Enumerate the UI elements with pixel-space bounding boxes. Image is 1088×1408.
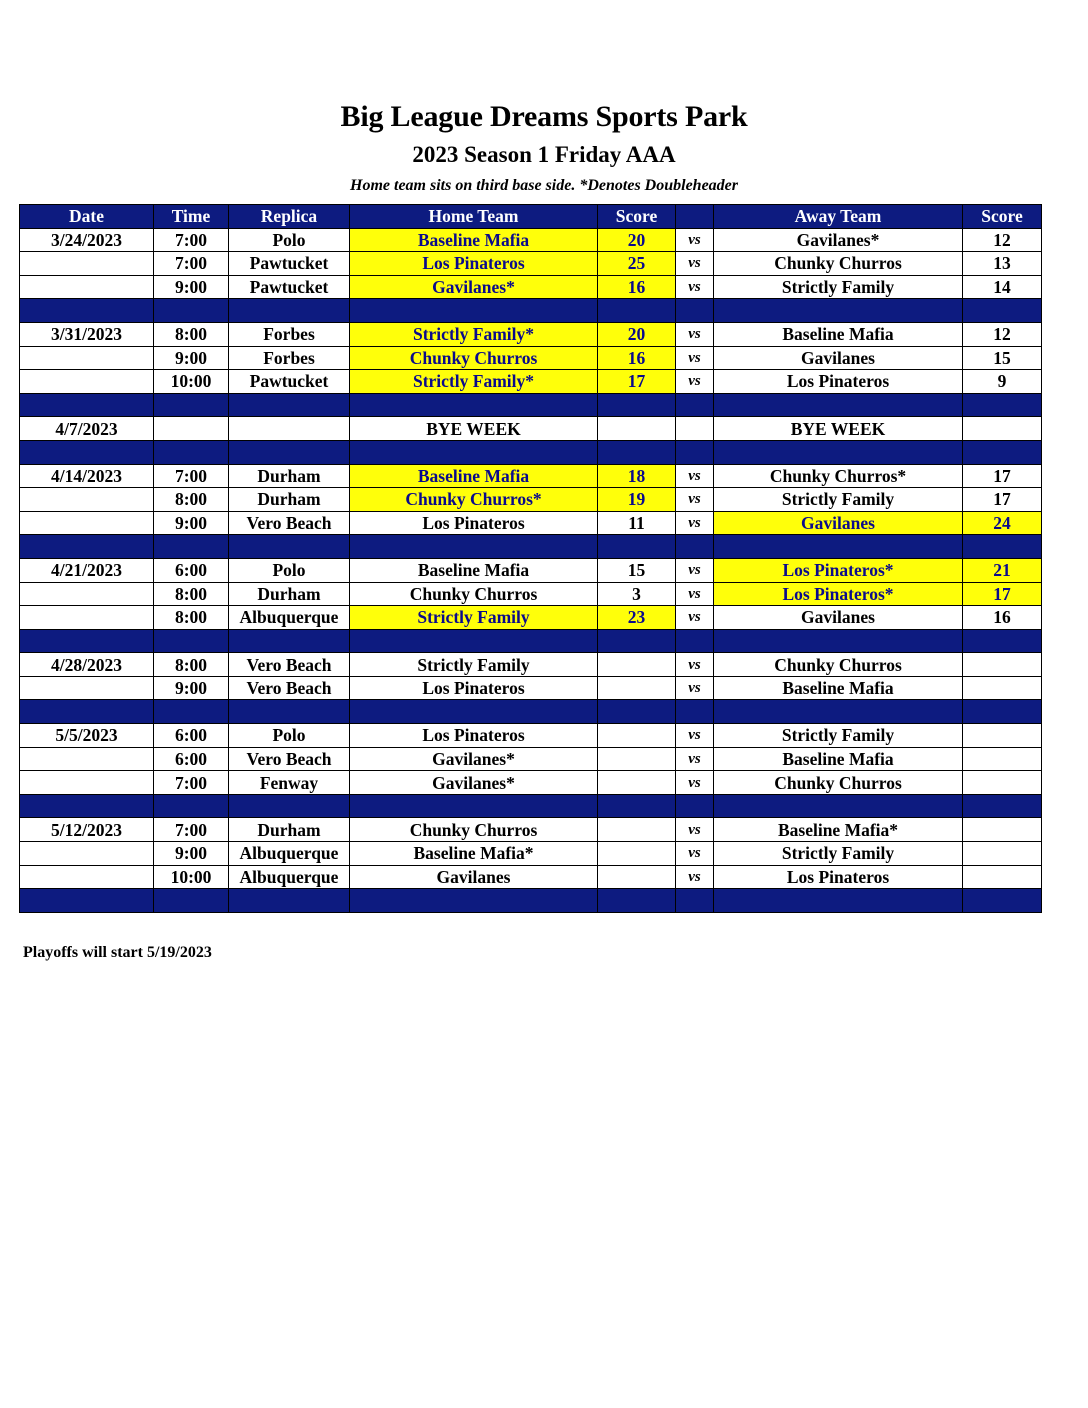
time-cell: 8:00 bbox=[154, 322, 229, 346]
home-score-cell: 20 bbox=[598, 228, 676, 252]
time-cell: 8:00 bbox=[154, 582, 229, 606]
date-cell bbox=[20, 275, 154, 299]
separator-cell bbox=[676, 393, 714, 417]
away-score-cell: 16 bbox=[963, 606, 1042, 630]
away-team-cell: Gavilanes bbox=[714, 511, 963, 535]
separator-cell bbox=[676, 889, 714, 913]
vs-cell: vs bbox=[676, 653, 714, 677]
game-row bbox=[20, 865, 1042, 889]
away-team-cell: Los Pinateros bbox=[714, 370, 963, 394]
home-team-cell: Gavilanes bbox=[350, 865, 598, 889]
home-team-cell: Los Pinateros bbox=[350, 511, 598, 535]
game-row bbox=[20, 653, 1042, 677]
home-team-cell: Gavilanes* bbox=[350, 771, 598, 795]
away-score-cell: 17 bbox=[963, 464, 1042, 488]
away-team-cell: Chunky Churros bbox=[714, 653, 963, 677]
time-cell: 10:00 bbox=[154, 370, 229, 394]
separator-cell bbox=[154, 535, 229, 559]
time-cell: 7:00 bbox=[154, 228, 229, 252]
replica-cell bbox=[229, 417, 350, 441]
page-title: Big League Dreams Sports Park bbox=[340, 100, 748, 133]
replica-cell: Durham bbox=[229, 818, 350, 842]
time-cell: 8:00 bbox=[154, 488, 229, 512]
schedule-body bbox=[20, 205, 1042, 913]
away-team-cell: Baseline Mafia* bbox=[714, 818, 963, 842]
home-team-cell: Chunky Churros bbox=[350, 818, 598, 842]
separator-cell bbox=[154, 440, 229, 464]
separator-cell bbox=[229, 535, 350, 559]
away-score-cell: 21 bbox=[963, 558, 1042, 582]
vs-cell: vs bbox=[676, 322, 714, 346]
date-cell: 4/28/2023 bbox=[20, 653, 154, 677]
home-score-cell bbox=[598, 747, 676, 771]
replica-cell: Durham bbox=[229, 464, 350, 488]
game-row bbox=[20, 322, 1042, 346]
away-score-cell bbox=[963, 842, 1042, 866]
time-cell: 9:00 bbox=[154, 676, 229, 700]
separator-row bbox=[20, 700, 1042, 724]
separator-cell bbox=[350, 393, 598, 417]
home-score-cell: 16 bbox=[598, 346, 676, 370]
separator-cell bbox=[963, 393, 1042, 417]
replica-cell: Forbes bbox=[229, 346, 350, 370]
separator-cell bbox=[350, 299, 598, 323]
date-cell bbox=[20, 606, 154, 630]
replica-cell: Pawtucket bbox=[229, 252, 350, 276]
home-team-cell: Los Pinateros bbox=[350, 252, 598, 276]
vs-cell: vs bbox=[676, 464, 714, 488]
separator-cell bbox=[676, 535, 714, 559]
away-score-cell bbox=[963, 865, 1042, 889]
vs-cell: vs bbox=[676, 511, 714, 535]
replica-cell: Pawtucket bbox=[229, 370, 350, 394]
game-row bbox=[20, 275, 1042, 299]
home-score-cell bbox=[598, 653, 676, 677]
separator-cell bbox=[963, 794, 1042, 818]
home-score-cell: 15 bbox=[598, 558, 676, 582]
vs-cell: vs bbox=[676, 228, 714, 252]
separator-cell bbox=[154, 629, 229, 653]
replica-cell: Albuquerque bbox=[229, 842, 350, 866]
replica-cell: Vero Beach bbox=[229, 676, 350, 700]
away-team-cell: Los Pinateros* bbox=[714, 582, 963, 606]
game-row bbox=[20, 346, 1042, 370]
home-team-cell: Strictly Family* bbox=[350, 370, 598, 394]
away-score-cell: 14 bbox=[963, 275, 1042, 299]
col-header-replica: Replica bbox=[229, 205, 350, 229]
home-score-cell: 16 bbox=[598, 275, 676, 299]
vs-cell: vs bbox=[676, 724, 714, 748]
away-team-cell: Baseline Mafia bbox=[714, 676, 963, 700]
game-row bbox=[20, 417, 1042, 441]
separator-cell bbox=[350, 794, 598, 818]
away-score-cell bbox=[963, 417, 1042, 441]
home-score-cell bbox=[598, 842, 676, 866]
separator-cell bbox=[714, 440, 963, 464]
home-team-cell: Baseline Mafia bbox=[350, 558, 598, 582]
date-cell: 3/24/2023 bbox=[20, 228, 154, 252]
replica-cell: Durham bbox=[229, 488, 350, 512]
doubleheader-note: Home team sits on third base side. *Denotes Doubleheader bbox=[350, 177, 738, 194]
date-cell: 5/12/2023 bbox=[20, 818, 154, 842]
away-team-cell: Chunky Churros* bbox=[714, 464, 963, 488]
vs-cell: vs bbox=[676, 606, 714, 630]
away-team-cell: Strictly Family bbox=[714, 724, 963, 748]
home-score-cell: 23 bbox=[598, 606, 676, 630]
home-team-cell: Strictly Family bbox=[350, 606, 598, 630]
separator-cell bbox=[20, 440, 154, 464]
time-cell: 6:00 bbox=[154, 747, 229, 771]
separator-cell bbox=[676, 440, 714, 464]
away-team-cell: Gavilanes* bbox=[714, 228, 963, 252]
away-score-cell: 17 bbox=[963, 582, 1042, 606]
time-cell: 9:00 bbox=[154, 842, 229, 866]
time-cell: 6:00 bbox=[154, 558, 229, 582]
separator-row bbox=[20, 440, 1042, 464]
separator-cell bbox=[676, 700, 714, 724]
away-team-cell: Los Pinateros* bbox=[714, 558, 963, 582]
separator-cell bbox=[154, 299, 229, 323]
vs-cell: vs bbox=[676, 582, 714, 606]
separator-cell bbox=[229, 794, 350, 818]
away-team-cell: Strictly Family bbox=[714, 842, 963, 866]
date-cell: 3/31/2023 bbox=[20, 322, 154, 346]
separator-cell bbox=[20, 535, 154, 559]
separator-cell bbox=[229, 299, 350, 323]
home-team-cell: Chunky Churros bbox=[350, 346, 598, 370]
time-cell bbox=[154, 417, 229, 441]
replica-cell: Fenway bbox=[229, 771, 350, 795]
game-row bbox=[20, 747, 1042, 771]
separator-cell bbox=[714, 299, 963, 323]
col-header-away-score: Score bbox=[963, 205, 1042, 229]
home-score-cell bbox=[598, 771, 676, 795]
separator-cell bbox=[714, 535, 963, 559]
date-cell: 4/7/2023 bbox=[20, 417, 154, 441]
home-team-cell: Baseline Mafia* bbox=[350, 842, 598, 866]
separator-cell bbox=[598, 440, 676, 464]
time-cell: 7:00 bbox=[154, 771, 229, 795]
vs-cell: vs bbox=[676, 252, 714, 276]
home-team-cell: Chunky Churros* bbox=[350, 488, 598, 512]
vs-cell: vs bbox=[676, 346, 714, 370]
vs-cell: vs bbox=[676, 488, 714, 512]
separator-cell bbox=[154, 393, 229, 417]
date-cell bbox=[20, 346, 154, 370]
col-header-home-team: Home Team bbox=[350, 205, 598, 229]
away-score-cell bbox=[963, 771, 1042, 795]
vs-cell bbox=[676, 417, 714, 441]
time-cell: 10:00 bbox=[154, 865, 229, 889]
home-team-cell: Baseline Mafia bbox=[350, 464, 598, 488]
date-cell: 5/5/2023 bbox=[20, 724, 154, 748]
home-score-cell bbox=[598, 676, 676, 700]
replica-cell: Durham bbox=[229, 582, 350, 606]
date-cell bbox=[20, 252, 154, 276]
time-cell: 6:00 bbox=[154, 724, 229, 748]
separator-cell bbox=[20, 629, 154, 653]
separator-cell bbox=[963, 440, 1042, 464]
away-score-cell: 17 bbox=[963, 488, 1042, 512]
col-header-away-team: Away Team bbox=[714, 205, 963, 229]
away-score-cell bbox=[963, 818, 1042, 842]
vs-cell: vs bbox=[676, 818, 714, 842]
home-score-cell: 19 bbox=[598, 488, 676, 512]
time-cell: 8:00 bbox=[154, 653, 229, 677]
home-score-cell: 17 bbox=[598, 370, 676, 394]
time-cell: 8:00 bbox=[154, 606, 229, 630]
game-row bbox=[20, 676, 1042, 700]
replica-cell: Polo bbox=[229, 558, 350, 582]
time-cell: 7:00 bbox=[154, 464, 229, 488]
replica-cell: Forbes bbox=[229, 322, 350, 346]
game-row bbox=[20, 818, 1042, 842]
date-cell bbox=[20, 865, 154, 889]
date-cell bbox=[20, 370, 154, 394]
date-cell bbox=[20, 842, 154, 866]
separator-cell bbox=[963, 629, 1042, 653]
game-row bbox=[20, 511, 1042, 535]
game-row bbox=[20, 488, 1042, 512]
playoffs-note: Playoffs will start 5/19/2023 bbox=[23, 944, 212, 961]
vs-cell: vs bbox=[676, 676, 714, 700]
separator-cell bbox=[714, 700, 963, 724]
home-score-cell bbox=[598, 417, 676, 441]
separator-cell bbox=[676, 629, 714, 653]
away-score-cell bbox=[963, 724, 1042, 748]
separator-row bbox=[20, 794, 1042, 818]
away-score-cell: 12 bbox=[963, 228, 1042, 252]
replica-cell: Vero Beach bbox=[229, 747, 350, 771]
time-cell: 9:00 bbox=[154, 275, 229, 299]
home-team-cell: Strictly Family bbox=[350, 653, 598, 677]
separator-cell bbox=[20, 700, 154, 724]
replica-cell: Polo bbox=[229, 228, 350, 252]
home-team-cell: Chunky Churros bbox=[350, 582, 598, 606]
separator-cell bbox=[963, 535, 1042, 559]
date-cell bbox=[20, 676, 154, 700]
vs-cell: vs bbox=[676, 771, 714, 795]
separator-cell bbox=[154, 700, 229, 724]
separator-cell bbox=[676, 794, 714, 818]
separator-cell bbox=[714, 629, 963, 653]
date-cell: 4/21/2023 bbox=[20, 558, 154, 582]
date-cell bbox=[20, 511, 154, 535]
date-cell bbox=[20, 582, 154, 606]
home-team-cell: Baseline Mafia bbox=[350, 228, 598, 252]
schedule-table bbox=[19, 204, 1042, 913]
separator-row bbox=[20, 299, 1042, 323]
separator-cell bbox=[229, 440, 350, 464]
game-row bbox=[20, 582, 1042, 606]
header-row bbox=[20, 205, 1042, 229]
separator-cell bbox=[229, 889, 350, 913]
away-score-cell: 12 bbox=[963, 322, 1042, 346]
away-team-cell: Chunky Churros bbox=[714, 252, 963, 276]
game-row bbox=[20, 606, 1042, 630]
separator-cell bbox=[350, 440, 598, 464]
game-row bbox=[20, 842, 1042, 866]
time-cell: 9:00 bbox=[154, 511, 229, 535]
page-subtitle: 2023 Season 1 Friday AAA bbox=[412, 142, 676, 167]
home-team-cell: Gavilanes* bbox=[350, 747, 598, 771]
time-cell: 9:00 bbox=[154, 346, 229, 370]
separator-cell bbox=[154, 794, 229, 818]
separator-row bbox=[20, 889, 1042, 913]
separator-cell bbox=[229, 700, 350, 724]
game-row bbox=[20, 558, 1042, 582]
separator-cell bbox=[598, 700, 676, 724]
game-row bbox=[20, 771, 1042, 795]
separator-row bbox=[20, 629, 1042, 653]
home-score-cell bbox=[598, 865, 676, 889]
away-score-cell: 15 bbox=[963, 346, 1042, 370]
separator-cell bbox=[714, 794, 963, 818]
vs-cell: vs bbox=[676, 842, 714, 866]
away-team-cell: BYE WEEK bbox=[714, 417, 963, 441]
away-team-cell: Gavilanes bbox=[714, 346, 963, 370]
home-score-cell: 20 bbox=[598, 322, 676, 346]
separator-cell bbox=[20, 299, 154, 323]
separator-cell bbox=[676, 299, 714, 323]
game-row bbox=[20, 464, 1042, 488]
home-score-cell: 11 bbox=[598, 511, 676, 535]
vs-cell: vs bbox=[676, 275, 714, 299]
home-score-cell bbox=[598, 724, 676, 748]
home-team-cell: BYE WEEK bbox=[350, 417, 598, 441]
replica-cell: Albuquerque bbox=[229, 606, 350, 630]
away-score-cell: 24 bbox=[963, 511, 1042, 535]
away-score-cell: 13 bbox=[963, 252, 1042, 276]
game-row bbox=[20, 724, 1042, 748]
away-team-cell: Baseline Mafia bbox=[714, 747, 963, 771]
separator-row bbox=[20, 393, 1042, 417]
separator-cell bbox=[598, 393, 676, 417]
home-score-cell: 3 bbox=[598, 582, 676, 606]
separator-row bbox=[20, 535, 1042, 559]
time-cell: 7:00 bbox=[154, 252, 229, 276]
away-score-cell bbox=[963, 676, 1042, 700]
replica-cell: Vero Beach bbox=[229, 653, 350, 677]
date-cell bbox=[20, 488, 154, 512]
replica-cell: Albuquerque bbox=[229, 865, 350, 889]
separator-cell bbox=[598, 299, 676, 323]
separator-cell bbox=[714, 889, 963, 913]
replica-cell: Pawtucket bbox=[229, 275, 350, 299]
separator-cell bbox=[20, 393, 154, 417]
separator-cell bbox=[154, 889, 229, 913]
separator-cell bbox=[350, 889, 598, 913]
home-team-cell: Los Pinateros bbox=[350, 676, 598, 700]
home-team-cell: Strictly Family* bbox=[350, 322, 598, 346]
home-team-cell: Los Pinateros bbox=[350, 724, 598, 748]
vs-cell: vs bbox=[676, 370, 714, 394]
away-score-cell bbox=[963, 747, 1042, 771]
col-header-home-score: Score bbox=[598, 205, 676, 229]
game-row bbox=[20, 228, 1042, 252]
date-cell bbox=[20, 771, 154, 795]
col-header-date: Date bbox=[20, 205, 154, 229]
separator-cell bbox=[350, 535, 598, 559]
home-score-cell bbox=[598, 818, 676, 842]
separator-cell bbox=[963, 889, 1042, 913]
separator-cell bbox=[350, 629, 598, 653]
date-cell: 4/14/2023 bbox=[20, 464, 154, 488]
away-team-cell: Gavilanes bbox=[714, 606, 963, 630]
home-score-cell: 18 bbox=[598, 464, 676, 488]
separator-cell bbox=[598, 535, 676, 559]
away-team-cell: Los Pinateros bbox=[714, 865, 963, 889]
home-score-cell: 25 bbox=[598, 252, 676, 276]
separator-cell bbox=[350, 700, 598, 724]
away-team-cell: Baseline Mafia bbox=[714, 322, 963, 346]
away-team-cell: Strictly Family bbox=[714, 275, 963, 299]
separator-cell bbox=[598, 629, 676, 653]
separator-cell bbox=[20, 889, 154, 913]
time-cell: 7:00 bbox=[154, 818, 229, 842]
vs-cell: vs bbox=[676, 558, 714, 582]
away-score-cell bbox=[963, 653, 1042, 677]
separator-cell bbox=[963, 700, 1042, 724]
col-header-time: Time bbox=[154, 205, 229, 229]
replica-cell: Vero Beach bbox=[229, 511, 350, 535]
away-team-cell: Chunky Churros bbox=[714, 771, 963, 795]
separator-cell bbox=[229, 393, 350, 417]
date-cell bbox=[20, 747, 154, 771]
separator-cell bbox=[598, 889, 676, 913]
vs-cell: vs bbox=[676, 747, 714, 771]
game-row bbox=[20, 370, 1042, 394]
game-row bbox=[20, 252, 1042, 276]
away-team-cell: Strictly Family bbox=[714, 488, 963, 512]
separator-cell bbox=[598, 794, 676, 818]
separator-cell bbox=[963, 299, 1042, 323]
away-score-cell: 9 bbox=[963, 370, 1042, 394]
replica-cell: Polo bbox=[229, 724, 350, 748]
separator-cell bbox=[229, 629, 350, 653]
separator-cell bbox=[714, 393, 963, 417]
col-header-vs bbox=[676, 205, 714, 229]
vs-cell: vs bbox=[676, 865, 714, 889]
separator-cell bbox=[20, 794, 154, 818]
home-team-cell: Gavilanes* bbox=[350, 275, 598, 299]
